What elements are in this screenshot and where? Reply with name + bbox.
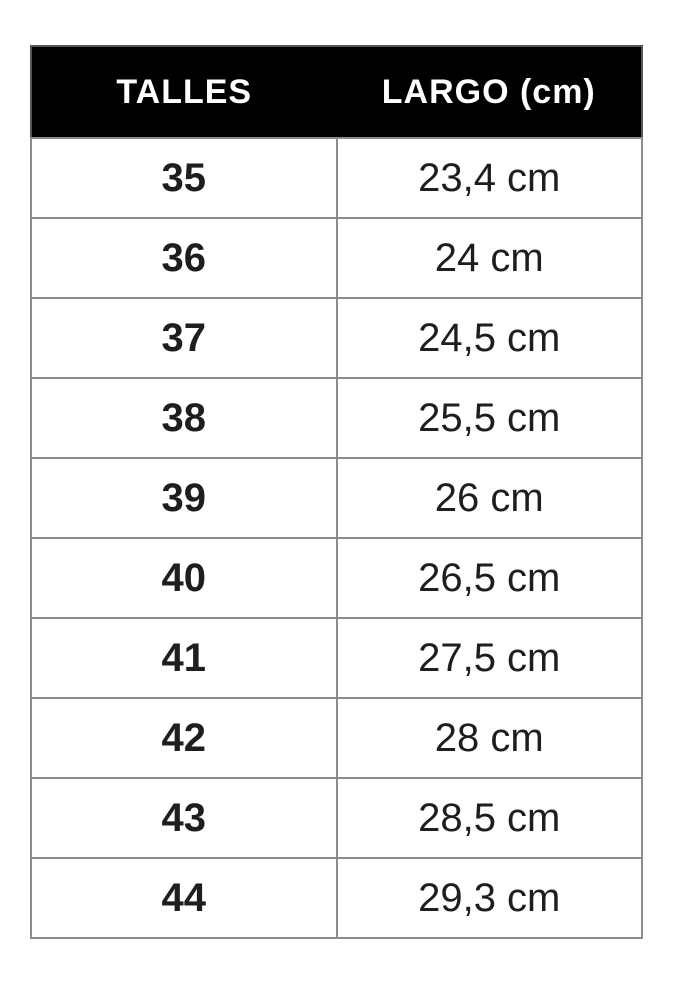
- length-cell: 24 cm: [337, 218, 643, 298]
- column-header-talles: TALLES: [31, 46, 337, 138]
- table-row: [31, 138, 642, 218]
- column-header-largo: LARGO (cm): [337, 46, 643, 138]
- size-cell: 41: [31, 618, 337, 698]
- table-row: [31, 618, 642, 698]
- length-cell: 29,3 cm: [337, 858, 643, 938]
- table-body: [31, 138, 642, 938]
- size-cell: 37: [31, 298, 337, 378]
- table-row: [31, 698, 642, 778]
- table-row: [31, 298, 642, 378]
- table-header: [31, 46, 642, 138]
- size-cell: 43: [31, 778, 337, 858]
- length-cell: 25,5 cm: [337, 378, 643, 458]
- size-cell: 35: [31, 138, 337, 218]
- table-row: [31, 858, 642, 938]
- size-cell: 38: [31, 378, 337, 458]
- size-cell: 42: [31, 698, 337, 778]
- table-row: [31, 218, 642, 298]
- length-cell: 28 cm: [337, 698, 643, 778]
- table-row: [31, 538, 642, 618]
- length-cell: 26,5 cm: [337, 538, 643, 618]
- size-cell: 40: [31, 538, 337, 618]
- size-cell: 36: [31, 218, 337, 298]
- size-cell: 44: [31, 858, 337, 938]
- length-cell: 27,5 cm: [337, 618, 643, 698]
- size-chart-table: [30, 45, 643, 939]
- length-cell: 28,5 cm: [337, 778, 643, 858]
- table-row: [31, 458, 642, 538]
- length-cell: 24,5 cm: [337, 298, 643, 378]
- length-cell: 23,4 cm: [337, 138, 643, 218]
- length-cell: 26 cm: [337, 458, 643, 538]
- table-row: [31, 778, 642, 858]
- size-cell: 39: [31, 458, 337, 538]
- header-row: [31, 46, 642, 138]
- table-row: [31, 378, 642, 458]
